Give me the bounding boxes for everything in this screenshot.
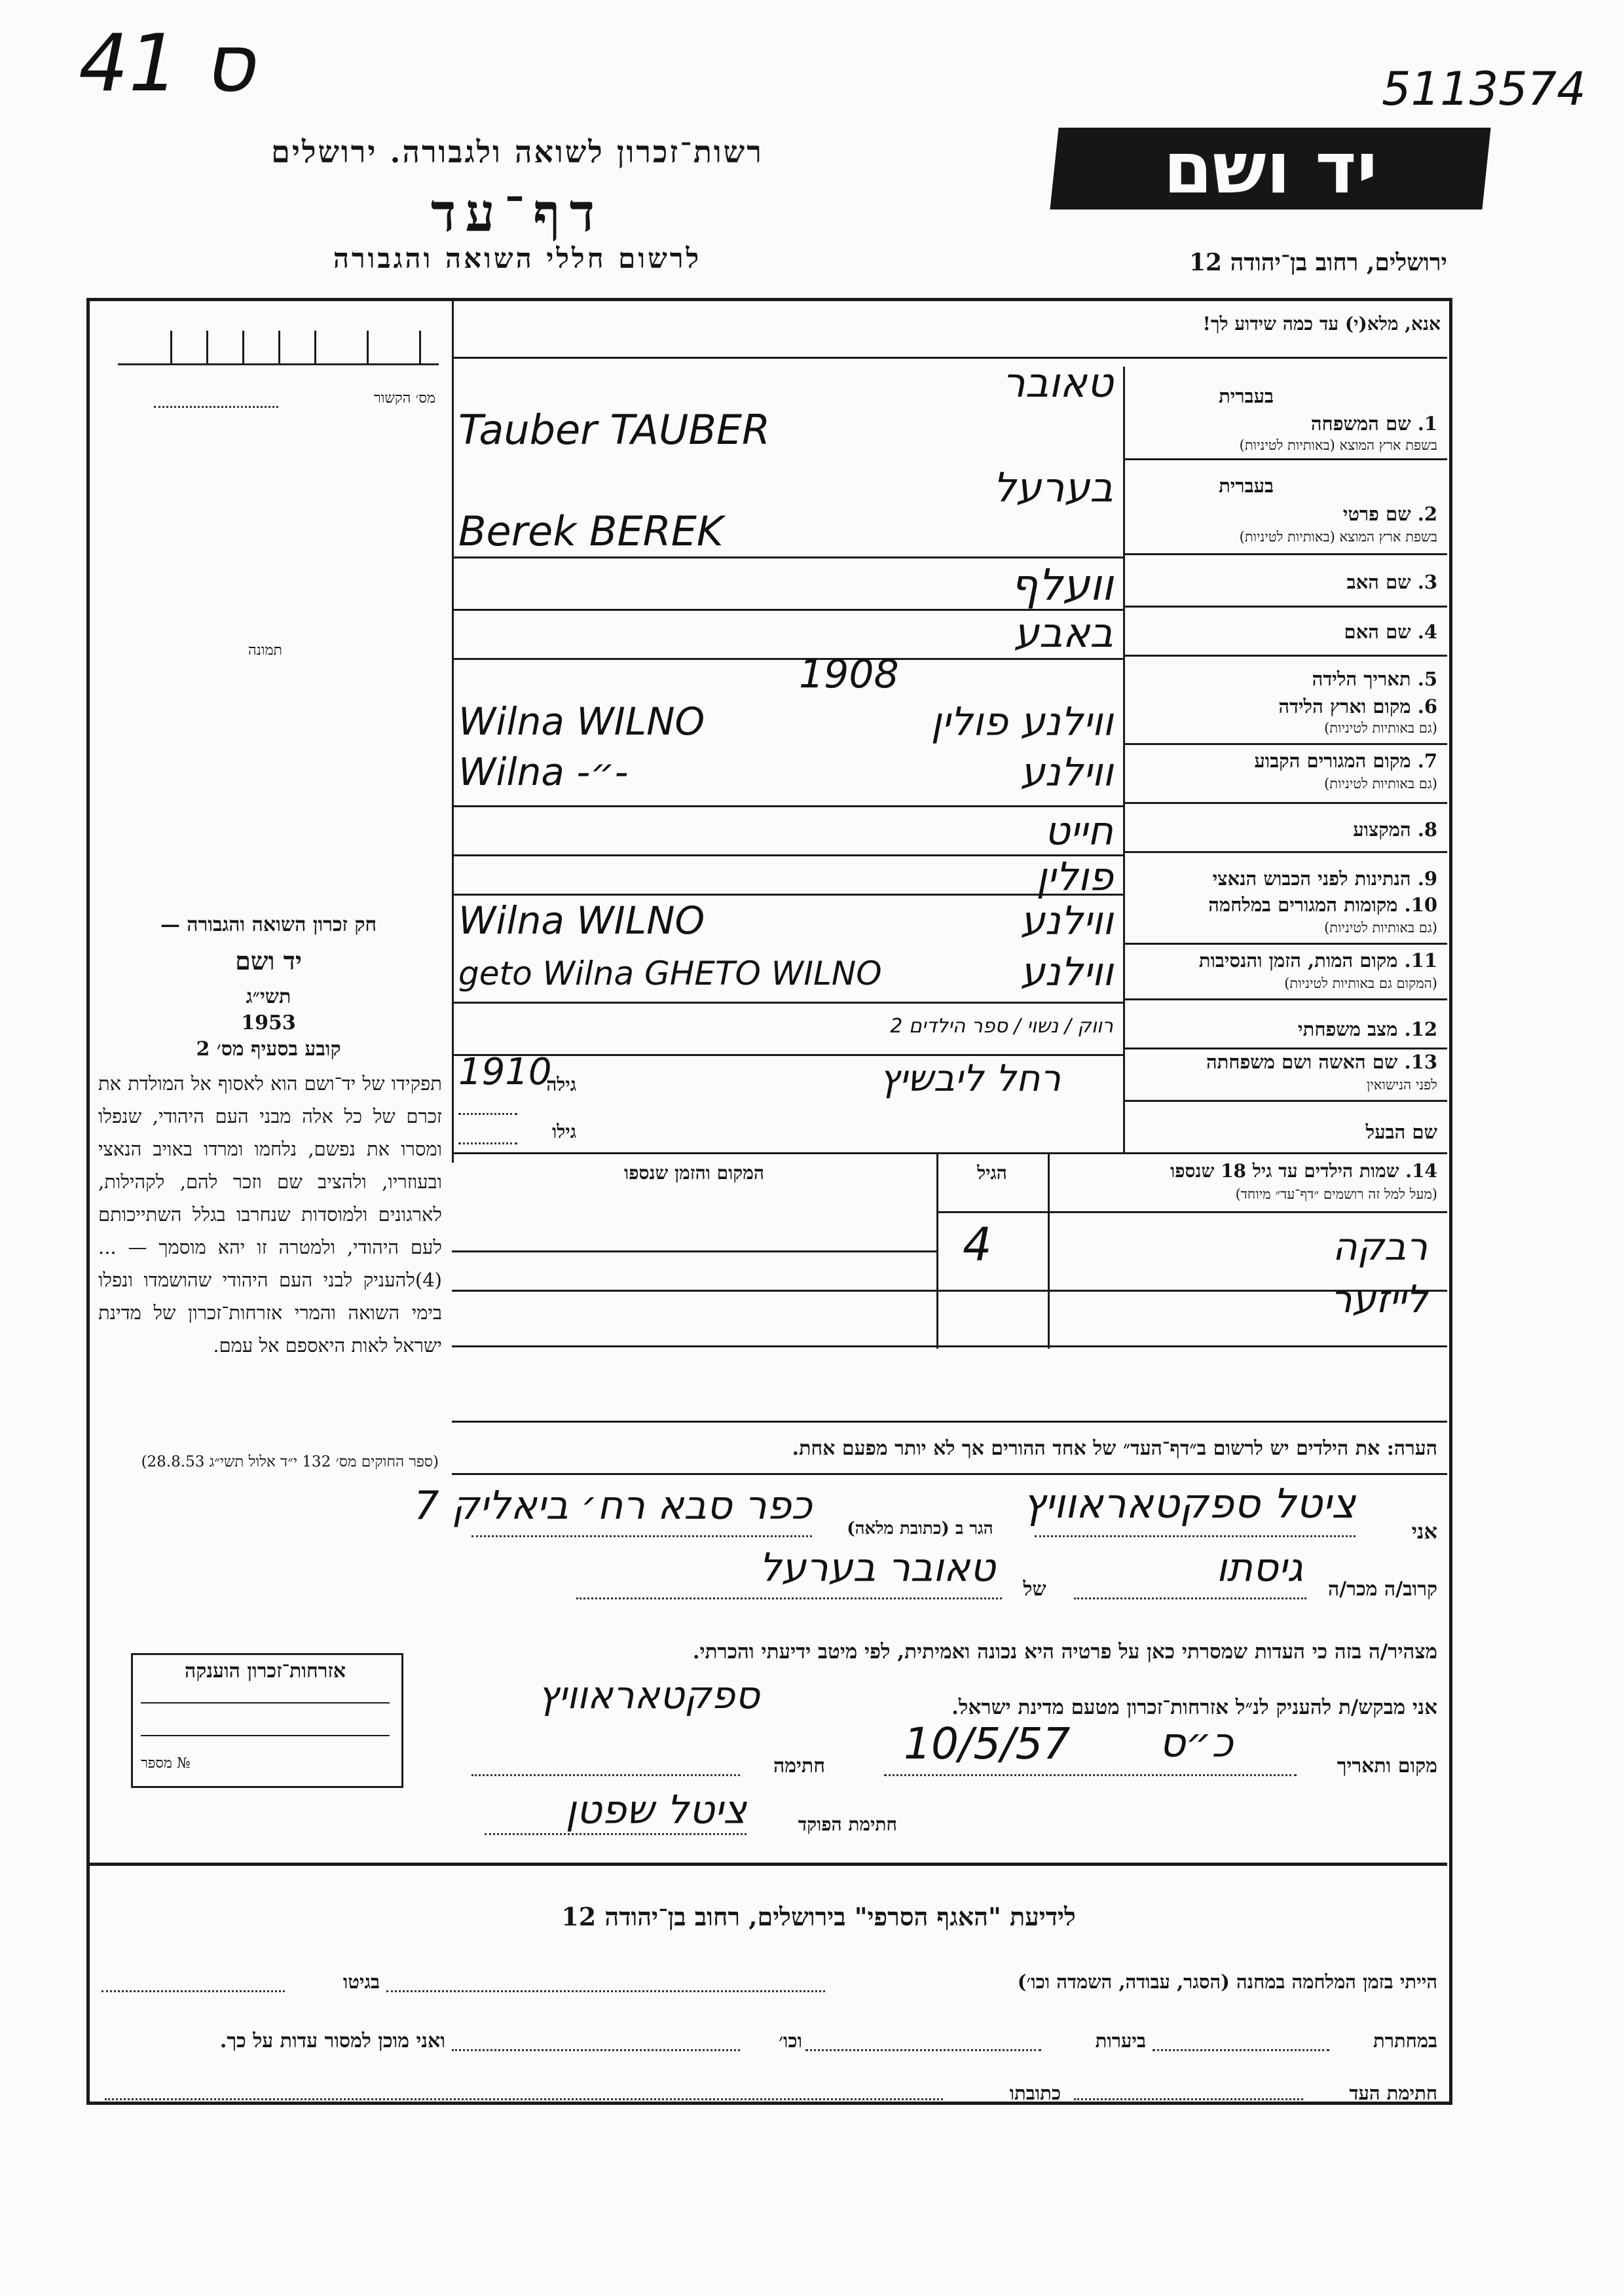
- row-rule: [1123, 606, 1447, 608]
- value-firstname-he[interactable]: בערעל: [993, 464, 1113, 511]
- camp-line[interactable]: [386, 1990, 825, 1992]
- address-label: הגר ב (כתובת מלאה): [847, 1519, 993, 1539]
- field-sub-wife: לפני הנישואין: [1367, 1077, 1437, 1093]
- tick: [314, 331, 316, 363]
- officer-line: [485, 1833, 747, 1835]
- signature-label: חתימה: [773, 1755, 825, 1777]
- field-label-birthdate: 5. תאריך הלידה: [1312, 668, 1437, 690]
- row-rule: [1123, 458, 1447, 460]
- attestation-text: מצהיר/ה בזה כי העדות שמסרתי כאן על פרטיה היא נכונה ואמיתית, לפי מיטב ידיעתי והכרתי.: [692, 1640, 1437, 1664]
- field-label-wartime-residence: 10. מקומות המגורים במלחמה: [1208, 894, 1437, 916]
- underground-label: במחתרת: [1373, 2030, 1437, 2052]
- law-gazette: (ספר החוקים מס׳ 132 י״ד אלול תשי״ג 28.8.53): [141, 1453, 439, 1470]
- officer-signature[interactable]: ציטל שפטן: [565, 1787, 747, 1833]
- hebrew-label: בעברית: [1219, 475, 1274, 497]
- law-year-he: תשי״ג: [246, 985, 291, 1008]
- tick: [242, 331, 244, 363]
- place-value[interactable]: כ״ס: [1159, 1719, 1233, 1766]
- value-firstname-latin[interactable]: Berek BEREK: [458, 507, 724, 555]
- value-marital[interactable]: רווק / נשוי / ספר הילדים 2: [890, 1015, 1113, 1038]
- children-sub: (מעל למל זה רושמים ״דף־עד״ מיוחד): [1235, 1186, 1437, 1202]
- signature-value[interactable]: ספקטאראוויץ: [538, 1673, 760, 1717]
- field-label-citizenship: 9. הנתינות לפני הכבוש הנאצי: [1212, 867, 1437, 890]
- children-row-rule: [452, 1250, 936, 1252]
- note-rule: [452, 1421, 1447, 1423]
- tick: [206, 331, 208, 363]
- children-note: הערה: את הילדים יש לרשום ב״דף־העד״ של אחד ההורים אך לא יותר מפעם אחת.: [792, 1437, 1437, 1460]
- children-place-col: המקום והזמן שנספו: [624, 1162, 764, 1184]
- field-label-father: 3. שם האב: [1346, 571, 1437, 593]
- law-name: יד ושם: [235, 946, 302, 975]
- pass-label: מס׳ הקשור: [373, 390, 435, 407]
- law-section: קובע בסעיף מס׳ 2: [196, 1038, 341, 1061]
- sidebar-divider: [452, 300, 454, 1163]
- law-title: חק זכרון השואה והגבורה —: [160, 913, 377, 936]
- field-label-mother: 4. שם האם: [1344, 621, 1437, 643]
- address-line: [471, 1535, 812, 1537]
- child-name[interactable]: רבקה: [1332, 1224, 1428, 1269]
- value-birthplace-he[interactable]: ווילנע פולין: [931, 699, 1113, 745]
- signature-line: [471, 1774, 740, 1776]
- row-rule: [1123, 998, 1447, 1000]
- field-sub-firstname: בשפת ארץ המוצא (באותיות לטיניות): [1239, 529, 1437, 545]
- value-profession[interactable]: חייט: [1044, 809, 1113, 854]
- of-line: [576, 1597, 1002, 1599]
- row-rule: [1123, 1100, 1447, 1102]
- logo-text: יד ושם: [1163, 128, 1378, 210]
- note-rule: [452, 1473, 1447, 1475]
- children-row-rule: [452, 1345, 1447, 1347]
- wife-age-label: גילה: [546, 1074, 576, 1095]
- row-rule: [1123, 943, 1447, 945]
- photo-label: תמונה: [248, 642, 282, 659]
- children-header-rule: [936, 1211, 1447, 1213]
- ready-text: ואני מוכן למסור עדות על כך.: [219, 2030, 445, 2052]
- value-rule: [452, 658, 1123, 660]
- row-rule: [1123, 1048, 1447, 1049]
- field-sub-surname: בשפת ארץ המוצא (באותיות לטיניות): [1239, 437, 1437, 453]
- pass-line[interactable]: [154, 406, 278, 408]
- field-label-wife: 13. שם האשה ושם משפחתה: [1206, 1051, 1437, 1073]
- stamp-title: אזרחות־זכרון הוענקה: [184, 1660, 346, 1683]
- stamp-line: [141, 1735, 390, 1736]
- tick: [278, 331, 280, 363]
- place-date-label: מקום ותאריך: [1337, 1755, 1437, 1777]
- value-wartime-he[interactable]: ווילנע: [1020, 898, 1113, 944]
- field-label-husband: שם הבעל: [1365, 1121, 1437, 1143]
- stamp-number: № מספר: [141, 1755, 191, 1772]
- law-year: 1953: [241, 1011, 296, 1034]
- relation-value[interactable]: גיסתו: [1216, 1545, 1303, 1591]
- yad-vashem-logo: [1050, 128, 1490, 210]
- children-col-divider: [1048, 1152, 1050, 1349]
- corner-file-mark: ס 41: [79, 18, 255, 109]
- stamp-line: [141, 1702, 390, 1704]
- declarant-line: [1035, 1535, 1356, 1537]
- forests-label: ביערות: [1095, 2030, 1146, 2052]
- field-label-marital: 12. מצב משפחתי: [1298, 1018, 1437, 1040]
- value-citizenship[interactable]: פולין: [1036, 854, 1113, 900]
- value-residence-latin[interactable]: Wilna -״-: [458, 750, 629, 794]
- field-label-birthplace: 6. מקום וארץ הלידה: [1278, 695, 1437, 718]
- husband-age-label: גילו: [552, 1121, 576, 1142]
- relation-line: [1074, 1597, 1306, 1599]
- value-rule: [452, 556, 1123, 558]
- field-sub-death: (המקום גם באותיות לטיניות): [1284, 975, 1437, 991]
- footer-rule: [88, 1863, 1447, 1866]
- page-title: דף־עד: [430, 182, 604, 244]
- officer-label: חתימת הפוקד: [798, 1813, 897, 1835]
- declarant-name[interactable]: ציטל ספקטאראוויץ: [1023, 1480, 1356, 1527]
- declarant-label: אני: [1411, 1519, 1437, 1544]
- children-age-col: הגיל: [977, 1162, 1007, 1184]
- children-col-divider: [936, 1152, 938, 1349]
- instruction-text: אנא, מלא(י) עד כמה שידוע לך!: [1202, 313, 1441, 335]
- footer-title: לידיעת "האגף הסרפי" בירושלים, רחוב בן־יהודה 12: [561, 1902, 1076, 1931]
- wife-age-line: [458, 1113, 517, 1115]
- row-rule: [1123, 743, 1447, 745]
- child-age[interactable]: 4: [963, 1218, 992, 1271]
- value-surname-he[interactable]: טאובר: [1002, 359, 1113, 407]
- underground-line[interactable]: [1153, 2049, 1329, 2051]
- etc-label: וכו׳: [779, 2030, 802, 2052]
- of-value[interactable]: טאובר בערעל: [759, 1545, 995, 1591]
- hebrew-label: בעברית: [1219, 385, 1274, 407]
- relation-label: קרוב/ה מכר/ה: [1328, 1578, 1437, 1601]
- value-rule: [452, 805, 1123, 807]
- tick: [367, 331, 369, 363]
- husband-age-line: [458, 1142, 517, 1144]
- row-rule: [1123, 553, 1447, 555]
- law-text: תפקידו של יד־ושם הוא לאסוף אל המולדת את זכרם של כל אלה מבני העם היהודי, שנפלו ומסרו את נפשם, נלחמו ומרדו באויב הנאצי ובעוזריו, ולהציב שם וזכר להם, לקהילות, לארגונים ולמוסדות שנחרבו בגלל השתייכותם לעם היהודי, ולמטרה זו יהא מוסמך — ...(4)להעניק לבני העם היהודי שהושמדו ונפלו בימי השואה והמרי אזרחות־זכרון של מדינת ישראל לאות היאספם אל עמם.: [98, 1072, 442, 1357]
- child-name[interactable]: לייזער: [1330, 1277, 1428, 1321]
- value-wife-latin[interactable]: 1910: [458, 1051, 552, 1093]
- field-sub-residence: (גם באותיות לטיניות): [1324, 776, 1437, 792]
- value-wife[interactable]: רחל ליבשיץ: [879, 1057, 1061, 1100]
- value-wartime-latin[interactable]: Wilna WILNO: [458, 898, 705, 943]
- tick: [170, 331, 172, 363]
- value-birthdate[interactable]: 1908: [799, 651, 899, 697]
- children-label: 14. שמות הילדים עד גיל 18 שנספו: [1170, 1160, 1437, 1182]
- value-residence-he[interactable]: ווילנע: [1020, 750, 1113, 795]
- forests-line[interactable]: [805, 2049, 1041, 2051]
- witness-address-label: כתובתו: [1009, 2082, 1061, 2104]
- field-label-firstname: 2. שם פרטי: [1342, 503, 1437, 525]
- field-sub-wartime-residence: (גם באותיות לטיניות): [1324, 920, 1437, 936]
- witness-signature-label: חתימת העד: [1349, 2082, 1437, 2104]
- declarant-address[interactable]: כפר סבא רח׳ ביאליק 7: [414, 1483, 812, 1529]
- value-birthplace-latin[interactable]: Wilna WILNO: [458, 699, 705, 744]
- witness-signature-line[interactable]: [1074, 2098, 1303, 2100]
- row-rule: [1123, 851, 1447, 853]
- request-text: אני מבקש/ת להעניק לנ״ל אזרחות־זכרון מטעם מדינת ישראל.: [951, 1696, 1437, 1719]
- value-death-latin[interactable]: geto Wilna GHETO WILNO: [458, 955, 882, 993]
- witness-address-line[interactable]: [105, 2098, 943, 2100]
- page-subtitle: לרשום חללי השואה והגבורה: [333, 242, 702, 274]
- tick: [419, 331, 421, 363]
- value-surname-latin[interactable]: Tauber TAUBER: [458, 406, 771, 454]
- label-column-divider: [1123, 367, 1125, 1152]
- date-value[interactable]: 10/5/57: [904, 1719, 1071, 1769]
- value-rule: [452, 1054, 1123, 1056]
- section-rule: [452, 1152, 1447, 1154]
- value-father[interactable]: וועלף: [1010, 560, 1113, 610]
- authority-name: רשות־זכרון לשואה ולגבורה. ירושלים: [271, 134, 764, 170]
- of-label: של: [1023, 1578, 1046, 1601]
- footer-line1: הייתי בזמן המלחמה במחנה (הסגר, עבודה, השמדה וכו׳): [1017, 1971, 1437, 1993]
- ghetto-label: בגיטו: [342, 1971, 380, 1993]
- value-rule: [452, 1002, 1123, 1004]
- field-sub-birthplace: (גם באותיות לטיניות): [1324, 720, 1437, 736]
- place-date-line: [884, 1774, 1297, 1776]
- row-rule: [1123, 802, 1447, 804]
- field-label-surname: 1. שם המשפחה: [1310, 412, 1437, 435]
- institution-address: ירושלים, רחוב בן־יהודה 12: [1189, 249, 1447, 276]
- etc-line[interactable]: [452, 2049, 740, 2051]
- field-label-profession: 8. המקצוע: [1353, 818, 1437, 841]
- corner-record-number: 5113574: [1382, 62, 1586, 116]
- row-rule: [1123, 655, 1447, 657]
- field-label-residence: 7. מקום המגורים הקבוע: [1254, 750, 1437, 772]
- field-label-death: 11. מקום המות, הזמן והנסיבות: [1198, 949, 1437, 972]
- value-mother[interactable]: באבע: [1014, 609, 1113, 657]
- value-death-he[interactable]: ווילנע: [1020, 949, 1113, 995]
- ghetto-line[interactable]: [101, 1990, 285, 1992]
